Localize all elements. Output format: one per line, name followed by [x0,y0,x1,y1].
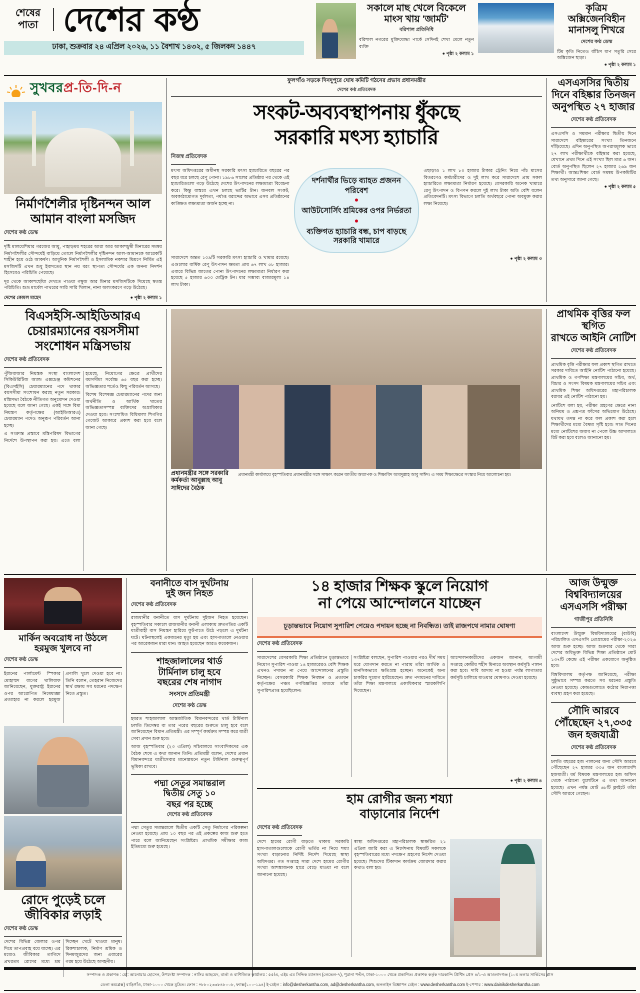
measles-byline: দেশের কণ্ঠ প্রতিবেদক [257,825,303,832]
mosque-photo [4,102,162,194]
saudi-headline-line1[interactable]: সৌদি আরবে [567,705,620,717]
openuniv-headline-line3[interactable]: এসএসসি পরীক্ষা [560,601,627,613]
lead-bullet-box [294,168,418,253]
bsec-body-p2: এ সংক্রান্ত প্রস্তাবে মন্ত্রিপরিষদ বিভাগের নির্দেশে উপস্থাপন করা হয়। এতে বলা হয়েছে, নিয়োগের ক্ষেত্রে প্রার্থীদের বয়সসীমা সর্বোচ্চ ৬৫ বছর করা হচ্ছে। অভিজ্ঞতার শর্তেও কিছু পরিবর্তন আসছে। [4,370,162,443]
sukhbor-banner [4,78,162,102]
sukhbor-title-part2: প্র-তি-দি-ন [63,80,122,95]
measles-body-p2: স্বাস্থ্য অধিদপ্তরের মহাপরিচালক স্বাক্ষরিত ২১ এপ্রিল জারি করা এ নির্দেশনায় বিষয়টি সকলকে বৃহস্পতিবারের মধ্যে পদক্ষেপ গ্রহণের নির্দেশ দেওয়া হয়েছে। শিশুদের টিকাদান কার্যক্রম জোরদার করার কথাও বলা হয়। [354,839,446,871]
lead-bullet-3: ব্যক্তিগত হ্যাচারি বন্ধ, চাপ বাড়ছে সরকারি খামারে [306,226,407,245]
ssc2-body: এসএসসি ও সমমান পরীক্ষার দ্বিতীয় দিনে সারাদেশে বহিষ্কারের সংখ্যা তিনজনে দাঁড়িয়েছে। এদিন অনুপস্থিত অপরাধমূলক ভাবে ২৭ লাখ পরীক্ষার্থীকে বহিষ্কার করা হয়েছে, যেখানে প্রথম দিনে এই সংখ্যা ছিল মাত্র ৬ জন। বোর্ড অনুপস্থিত ছিলেন ২৭ হাজার ২৬৯ জন শিক্ষার্থী। আন্তঃশিক্ষা বোর্ড সমন্বয় উপকমিটির তথ্য অনুসারে জানা গেছে। [551,131,636,182]
marqin-body: ইরানের পার্লামেন্ট স্পিকার মোহাম্মদ বাগের ঘালিবাফ জানিয়েছেন, যুক্তরাষ্ট্র ইরানের ওপর আরোপিত নিষেধাজ্ঞা প্রত্যাহার না করলে হরমুজ প্রণালি খুলে দেওয়া হবে না। তিনি বলেন, তেহরান নিজেদের স্বার্থ রক্ষায় সব ধরনের পদক্ষেপ নিতে প্রস্তুত। [4,671,122,703]
sun-icon [6,84,26,96]
heat-photo [4,726,122,814]
shahjalal-sub: সংসদে প্রতিমন্ত্রী [169,691,210,699]
teaser-photo [316,3,356,59]
teacher-col-1: সারাদেশের বেসরকারি শিক্ষা প্রতিষ্ঠানে চূড়ান্তভাবে নিয়োগ সুপারিশ পাওয়া ১৪ হাজারেরও বেশি শিক্ষক এখনও পদায়ন না পেয়ে আন্দোলনের প্রস্তুতি নিচ্ছেন। বেসরকারি শিক্ষক নিবন্ধন ও প্রত্যয়ন কর্তৃপক্ষের পঞ্চম গণবিজ্ঞপ্তির মাধ্যমে তাঁরা সুপারিশপ্রাপ্ত হয়েছিলেন। [257,655,349,693]
lead-headline-line1[interactable]: সংকট-অব্যবস্থাপনায় ধুঁকছে [253,102,460,125]
brittir-body-p2: নোটিশে বলা হয়, পরীক্ষা গ্রহণের ক্ষেত্রে নানা অনিয়ম ও প্রশ্নপত্র ফাঁসের অভিযোগ উঠেছে। যথাযথ তদন্ত না করে ফল প্রকাশ করা হলে শিক্ষার্থীদের মধ্যে বৈষম্য সৃষ্টি হবে। সাত দিনের মধ্যে নোটিশের জবাব না পেলে উচ্চ আদালতে রিট করা হবে বলেও জানানো হয়। [551,402,636,441]
bsec-headline-line3[interactable]: সংশোধন মন্ত্রিসভায় [35,338,131,353]
teacher-summary-box [257,617,542,638]
brittir-headline-line1[interactable]: প্রাথমিক বৃত্তির ফল স্থগিত [556,308,631,332]
lead-story [166,78,542,302]
measles-photo [450,839,542,957]
heat-body: দেশের বিভিন্ন জেলার ওপর দিয়ে তাপপ্রবাহ বয়ে যাচ্ছে। এর মধ্যেও জীবিকার তাগিদে প্রখরতম রোদের মধ্যে শ্রম দিচ্ছেন খেটে খাওয়া মানুষ। রিকশাচালক, নির্মাণ শ্রমিক ও দিনমজুরদের জন্য এবারের গরম হয়ে উঠেছে অসহনীয়। [4,939,122,964]
masthead-teasers [312,3,636,69]
bsec-headline-line1[interactable]: বিএসইসি-আইডিআরএ [25,308,141,323]
teaser-jump[interactable]: ● পৃষ্ঠা ২ কলাম ১ [604,61,636,67]
sukhbor-body-p1: দৃষ্টি মালয়েশিয়ার গরজের আয়ু, পাহাড়ময় শহরের আরা আর আকাশচুম্বী মিনারের সমন্বয় নির্মাণশৈলীর সৌন্দর্যেই বাড়িয়ে তোলে নির্মাণশৈলীর দৃষ্টিনন্দন আল-আমানকে আরেকটি শাহীন হয়ে ওঠে আকর্ষণ। আধুনিক নির্মাণশৈলী ও ইসলামিক নকশার মিশ্রণে নির্মিত এই মসজিদটি এখন শুধু ইবাদতের স্থান নয় বরং স্থাপত্য সৌন্দর্যের এক অনন্য নিদর্শন হিসেবেও পরিচিতি পেয়েছে। [4,244,162,276]
heat-headline-line2[interactable]: জীবিকার লড়াই [24,908,102,923]
teacher-summary-text: চূড়ান্তভাবে নিয়োগ সুপারিশ পেয়েও পদায়ন হচ্ছে না নিবন্ধিত। তাই রাজপথে নামার ঘোষণা [283,622,516,630]
shahjalal-body [131,716,248,770]
masthead-divider [4,75,636,76]
footer-line-1: সম্পাদক ও প্রকাশক : মো: আনোয়ার হোসেন, উপদেষ্টা সম্পাদক : নাসির আহমেদ, বার্তা ও বাণিজ্যিক কার্যালয় : ৫৫/এ, এইচ এম সিদ্দিক ম্যানসন (লেভেল-৭), পুরানা পল্টন, ঢাকা-১০০০ থেকে প্রকাশিত। প্রকাশক কর্তৃক দারকান্দি প্রিন্টিং প্রেস ৪/১-এ আওলাদগঞ্জ (১০ম তলার সার্ভিসের প্লাস [86,972,554,977]
bullet-dot-icon: ● [354,197,359,205]
teaser-headline[interactable]: সকালে মাছ খেলে বিকেলে মাংস খায় 'জার্মট' [367,3,466,26]
teaser-item[interactable] [478,3,636,69]
sukhbor-byline: দেশের কণ্ঠ ডেস্ক [4,230,38,236]
bridge-headline-line3[interactable]: বছর পর হচ্ছে [166,798,213,809]
teacher-headline-line1[interactable]: ১৪ হাজার শিক্ষক স্কুলে নিয়োগ [310,577,489,595]
page-label-last-page [8,8,54,31]
teaser-photo [478,3,554,53]
lead-columns [171,168,542,253]
lead-kicker: ফুলগাঁও সড়কে দিনদুপুরে ঘোষ কমিটি গঠনের প্রভাব প্রধানমন্ত্রীর [287,78,426,84]
ssc2-headline-text: এসএসসির দ্বিতীয় দিনে বহিষ্কার তিনজন অনুপস্থিত ২৭ হাজার [551,78,636,113]
bullet-dot-icon: ● [354,217,359,225]
lead-headline-line2[interactable]: সরকারি মৎস্য হ্যাচারি [274,126,439,149]
teaser-headline[interactable]: কৃত্রিম অক্সিজেনবিহীন মানাসলু শিখরে [567,3,626,37]
teaser-text: টিম কৃতি নিতেও বাঁচিস ধাপ সতুরি সেরে অক্সিজেন ছাড়া। [557,48,636,60]
bsec-byline: দেশের কণ্ঠ প্রতিবেদক [4,356,50,363]
saudi-headline-line2[interactable]: পৌঁছেছেন ২৭,৩৩৫ [554,717,633,729]
heat-byline: দেশের কণ্ঠ ডেস্ক [4,926,38,933]
openuniv-saudi-column [546,578,636,978]
marqin-headline-line1[interactable]: মার্কিন অবরোধ না উঠলে [18,632,108,643]
left-column-top [4,78,162,302]
banani-byline: দেশের কণ্ঠ প্রতিবেদক [131,602,177,609]
shahjalal-body-p2: আজ বৃহস্পতিবার (২৩ এপ্রিল) সচিবালয়ে সাংবাদিকদের এক বৈঠক শেষে এ কথা জানান তিনি। প্রতিমন্ত্রী বলেন, দেশের প্রধান বিমানবন্দরে যাত্রীসেবার মানোন্নয়নে নতুন টার্মিনাল গুরুত্বপূর্ণ ভূমিকা রাখবে। [131,744,248,769]
teaser-jump[interactable]: ● পৃষ্ঠা ২ কলাম ১ [442,50,474,56]
marqin-byline: দেশের কণ্ঠ ডেস্ক [4,657,38,664]
lower-section [4,578,636,978]
measles-body [257,839,446,957]
sukhbor-body [4,244,162,292]
dateline: ঢাকা, শুক্রবার ২৪ এপ্রিল ২০২৬, ১১ বৈশাখ ১৪৩২, ৫ জিলকদ ১৪৪৭ [4,41,304,55]
lead-bullet-1: দর্শনার্থীর ভিড়ে ব্যাহত প্রজনন পরিবেশ [312,176,401,195]
brittir-body [551,362,636,442]
lead-col-3: এছাড়াও ১ লাখ ৮০ হাজার টাকার ট্রেনিং নিয়ে পাঁচ মাসের বিতরণেও কর্মচারীদের ও দুই লাখ করে সারাদেশে প্রায় সকল হ্যাচারিতে লক্ষ্যমাত্রা নির্ধারণ হয়েছে। বেসরকারি অনেক খামারে রেণু উৎপাদন ও বিপণন করলে দুই লাখ টাকা অতি বেশি বলেন প্রতিবেদনটি। মৎস্য বিভাগে চলতি অর্থবছরে পোনা অবমুক্ত করার লক্ষ্য নিয়েছে। [423,168,542,206]
page-label-line1: শেষের [15,8,41,19]
saudi-headline-line3[interactable]: জন হজযাত্রী [568,729,619,741]
shahjalal-headline-line3[interactable]: বছরের শেষ নাগাদ [157,677,222,688]
banani-body: রাজধানীর বনানীতে বাস দুর্ঘটনায় দুইজন নিহত হয়েছেন। বৃহস্পতিবার সকালে রাজধানীর বনানী এলাকায় দ্রুতগতির একটি যাত্রীবাহী বাস নিয়ন্ত্রণ হারিয়ে ফুটপাতে উঠে পড়লে এ দুর্ঘটনা ঘটে। ঘটনাস্থলেই একজনের মৃত্যু হয় এবং হাসপাতালে নেওয়ার পর আরেকজন মারা যান। আহত হয়েছেন আরও কয়েকজন। [131,615,248,647]
openuniv-body-p1: বাংলাদেশ উন্মুক্ত বিশ্ববিদ্যালয়ের (বাউবি) পরিচালিত এসএসসি প্রোগ্রামের পরীক্ষা-২০২৬ আজ শুরু হচ্ছে। আজ শুক্রবার থেকে সারা দেশের অধিভুক্ত বিভিন্ন শিক্ষা প্রতিষ্ঠানে মোট ১৩৭টি কেন্দ্রে এই পরীক্ষা একযোগে অনুষ্ঠিত হবে। [551,630,636,669]
bsec-body [4,371,162,571]
banani-headline-line1[interactable]: বনানীতে বাস দুর্ঘটনায় [150,577,229,588]
lead-bullet-2: আউটসোর্সিং শ্রমিকের ওপর নির্ভরতা [301,206,412,216]
banani-photo [4,578,122,630]
bridge-headline-line1[interactable]: পদ্মা সেতুর সমান্তরাল [153,778,226,789]
openuniv-body-p2: বিশ্ববিদ্যালয় কর্তৃপক্ষ জানিয়েছে, পরীক্ষা সুষ্ঠুভাবে সম্পন্ন করতে সব ধরনের প্রস্তুতি নেওয়া হয়েছে। কেন্দ্রগুলোতে কঠোর নিরাপত্তা ব্যবস্থা গ্রহণ করা হয়েছে। [551,671,636,697]
lead-kicker-credit: দেশের কণ্ঠ প্রতিবেদক [337,87,376,93]
street-photo [4,816,122,890]
saudi-byline: দেশের কণ্ঠ প্রতিবেদক [570,744,617,751]
ssc2-byline: দেশের কণ্ঠ প্রতিবেদক [570,117,617,123]
shahjalal-byline: দেশের কণ্ঠ ডেস্ক [172,703,207,710]
lead-bullet-block [294,168,418,253]
marqin-headline-line2[interactable]: হরমুজ খুলবে না [34,643,92,654]
bridge-body: পদ্মা সেতুর সমান্তরালে দ্বিতীয় একটি সেতু নির্মাণের পরিকল্পনা নেওয়া হয়েছে। প্রায় ১০ বছর পর এই প্রকল্পের কাজ শুরু হতে পারে বলে জানিয়েছেন সংশ্লিষ্টরা। প্রাথমিক সমীক্ষার কাজ ইতিমধ্যে শুরু হয়েছে। [131,824,248,850]
page-label-line2: পাতা [17,19,39,31]
bsec-article [4,309,162,571]
pm-meeting-caption: প্রধানমন্ত্রী কার্যালয়ে বৃহস্পতিবার প্রধানমন্ত্রীর সঙ্গে সাক্ষাৎ করেন জাতীয় অধ্যাপক ও শিক্ষাবিদ আবদুল্লাহ আবু সাঈদ। এ সময় শিক্ষাক্ষেত্রে সংস্কার নিয়ে আলোচনা হয়। [238,471,512,477]
teacher-body [257,655,542,777]
top-section [4,78,636,302]
sukhbor-title [30,79,122,100]
sukhbor-title-part1: সুখবর [30,80,64,95]
lead-byline: নিজস্ব প্রতিবেদক [171,154,207,161]
teaser-byline: দেশের কণ্ঠ ডেস্ক [580,38,613,45]
sukhbor-body-p2: দূর থেকে আকাশছোঁয়া দেখতে পাওয়া গম্বুজ আর মিনার মসজিদটিকে দিয়েছে স্বতন্ত্র পরিচিতি। শুভ্র মার্বেল পাথরের সারি সারি খিলান, নানা অলংকরণে গড়ে উঠেছে। [4,278,162,291]
newspaper-logo: দেশের কণ্ঠ [63,0,200,39]
teaser-byline: বরিশাল প্রতিনিধি [399,27,434,34]
bridge-byline: দেশের কণ্ঠ প্রতিবেদক [166,811,213,818]
section-divider-2 [4,574,636,575]
teaser-text: বরিশাল নগরের মুক্তিযোদ্ধা পার্কে সেদিনই শেখা মেলে নতুন ব্যক্তি [359,37,474,49]
pm-meeting-photo [171,309,542,469]
lead-col-1: মৎস্য অধিদপ্তরের অধীনস্থ সরকারি মৎস্য হ্যাচারিতে বছরের পর বছর ধরে চলছে রেণু পোনা। ১৯৮৬ সালের প্রতিষ্ঠার পর থেকে এই হ্যাচারিগুলো গড়ে উঠেছে দেশের উৎপাদনের লক্ষ্যমাত্রা বিবেচনা করে। কিন্তু বাস্তবে এখন চলছে ভাটির টান। জনবল সংকট, অবকাঠামোগত দুর্বলতা, পর্যাপ্ত বরাদ্দের অভাবে এসব প্রতিষ্ঠানের কাঙ্ক্ষিত লক্ষ্যমাত্রা অর্জন হচ্ছে না। [171,168,290,206]
openuniv-headline-line2[interactable]: বিশ্ববিদ্যালয়ের [565,589,622,601]
brittir-body-p1: প্রাথমিক বৃত্তি পরীক্ষার ফল প্রকাশ স্থগিত রাখতে সরকার দাবিতে আইনি নোটিশ পাঠানো হয়েছে। প্রাথমিক ও গণশিক্ষা মন্ত্রণালয়ের সচিব, অর্থ, বিচার ও সংসদ বিষয়ক মন্ত্রণালয়ের সচিব এবং প্রাথমিক শিক্ষা অধিদপ্তরের মহাপরিচালক বরাবর এই নোটিশ পাঠানো হয়। [551,361,636,400]
bsec-body-p1: পুঁজিবাজার নিয়ন্ত্রক সংস্থা বাংলাদেশ সিকিউরিটিজ অ্যান্ড এক্সচেঞ্জ কমিশনের (বিএসইসি) চেয়ারম্যানের পদে থাকার বয়সসীমা সংশোধন করছে নতুন সরকার। মন্ত্রিসভা বৈঠকে নীতিগত অনুমোদন দেওয়া হয়েছে বলে জানা গেছে। একই সঙ্গে বিমা নিয়ন্ত্রণ কর্তৃপক্ষের (আইডিআরএ) চেয়ারম্যান পদেও অনুরূপ পরিবর্তন আনা হচ্ছে। [4,370,81,428]
measles-headline-line2[interactable]: বাড়ানোর নির্দেশ [359,807,440,822]
sukhbor-jump[interactable]: ● পৃষ্ঠা ২ কলাম ১ [130,294,162,300]
banani-marqin-column [4,578,122,978]
ssc2-jump[interactable]: ● পৃষ্ঠা ২ কলাম ৫ [604,184,636,190]
measles-headline-line1[interactable]: হাম রোগীর জন্য শয্যা [346,792,453,807]
brittir-headline-line2[interactable]: রাখতে আইনি নোটিশ [551,332,636,344]
banani-shahjalal-column [126,578,248,978]
heat-headline-line1[interactable]: রোদে পুড়েই চলে [20,893,106,908]
shahjalal-headline-line2[interactable]: টার্মিনাল চালু হবে [158,666,221,677]
section-divider-1 [4,305,636,306]
openuniv-byline: গাজীপুর প্রতিনিধি [574,616,613,623]
bridge-headline-line2[interactable]: দ্বিতীয় সেতু ১০ [163,788,216,799]
teacher-headline-line2[interactable]: না পেয়ে আন্দোলনে যাচ্ছেন [318,595,481,613]
teacher-byline: দেশের কণ্ঠ প্রতিবেদক [257,641,303,648]
lead-jump[interactable]: ● পৃষ্ঠা ২ কলাম ৩ [510,256,542,262]
measles-body-p1: দেশে হামের রোগী বাড়তে থাকায় সরকারি হাসপাতালগুলোকে রোগী ভর্তির না নিয়ে শয্যা সংখ্যা বাড়ানোর নির্দিষ্ট নির্দেশ দিয়েছে স্বাস্থ্য অধিদপ্তর। গত সপ্তাহে সারা দেশে হামের রোগীর সংখ্যা আশঙ্কাজনক হারে বেড়ে যাওয়া না বলে জানানো হয়েছে। [257,839,349,877]
sukhbor-headline[interactable]: নির্মাণশৈলীর দৃষ্টিনন্দন আল আমান বাংলা মসজিদ [15,197,151,226]
shahjalal-body-p1: হযরত শাহজালাল আন্তর্জাতিক বিমানবন্দরের থার্ড টার্মিনাল চলতি ডিসেম্বর বা তার পরের বছরের শুরুতে চালু হবে বলে জানিয়েছেন বিমান প্রতিমন্ত্রী। এর সম্পূর্ণ কার্যক্রম সম্পন্ন করে যাত্রী সেবা প্রদান শুরু হবে। [131,716,248,741]
lead-col-2b [294,255,418,288]
pm-meeting-block [166,309,542,571]
bsec-headline-line2[interactable]: চেয়ারম্যানের বয়সসীমা [27,323,139,338]
footer-line-2: ডেলা কমপ্লেক্স) বাড়িগাঁও, ঢাকা-১০০০ থেকে মুদ্রিত। ফোন : +৮৮০২৩৩৮৪৮০০৮, ফ্যাক্স(১০০-১৯৪) ই-মেইল : info@desherkantha.com, ad@desherkantha.com, অনলাইন বিজ্ঞাপন মেইল : www.desherkantha.com ই-পেপার : www.dainikdesherkantha.com [100,981,540,987]
brittir-byline: দেশের কণ্ঠ প্রতিবেদক [570,347,617,354]
teacher-jump[interactable]: ● পৃষ্ঠা ২ কলাম ৪ [510,778,542,784]
banani-headline-line2[interactable]: দুই জন নিহত [165,588,214,599]
teacher-measles-column [252,578,542,978]
right-column-top [546,78,636,302]
middle-section [4,309,636,571]
teaser-item[interactable] [316,3,474,69]
teacher-col-2: সংশ্লিষ্টরা বলছেন, সুপারিশ পাওয়ার পরও দীর্ঘ সময় ধরে যোগদান করতে না পারায় তাঁরা আর্থিক ও মানসিকভাবে ক্ষতিগ্রস্ত হচ্ছেন। অনেকেই অন্য চাকরির সুযোগ হারিয়েছেন। দ্রুত পদায়নের দাবিতে তাঁরা শিক্ষা মন্ত্রণালয়ে একাধিকবার স্মারকলিপি দিয়েছেন। [353,655,446,693]
bsec-body-p3: বিশেষ বিশেষজ্ঞ চেয়ারম্যানের পদের জন্য অর্থনীতি ও আর্থিক খাতের অভিজ্ঞতাসম্পন্ন ব্যক্তিদের অগ্রাধিকার দেওয়া হবে। সংশোধিত বিধিমালা শিগগির গেজেট আকারে প্রকাশ করা হবে বলে জানা গেছে। [85,392,162,430]
masthead-brand-block [4,0,312,55]
lead-col-2: সারাদেশে অন্তত ১০৯টি সরকারি মৎস্য হ্যাচারি ও খামার রয়েছে। এগুলোর বার্ষিক রেণু উৎপাদন ক্ষমতা প্রায় ৬৭ লাখ ৫৮ হাজার। এবারে বিভিন্ন জাতের পোনা উৎপাদনের লক্ষ্যমাত্রা নির্ধারণ করা হয়েছে ৫ হাজার ৬০০ মেট্রিক টন। যার সম্ভাব্য বাজারমূল্য ১৪ লাখ টাকা। [171,255,290,287]
shahjalal-headline-line1[interactable]: শাহজালালের থার্ড [156,655,223,666]
openuniv-body [551,631,636,698]
masthead [4,0,636,75]
sukhbor-credit: দেশের কোমল মাহেদ [4,294,41,300]
saudi-body: চলতি বছরের হজ পালনের জন্য সৌদি আরবে পৌঁছেছেন ২৭ হাজার ৩৩৫ জন বাংলাদেশি হজযাত্রী। ধর্ম বিষয়ক মন্ত্রণালয়ের হজ অফিস থেকে পাঠানো বুলেটিনে এ তথ্য জানানো হয়েছে। এখন পর্যন্ত মোট ৬৮টি ফ্লাইটে তাঁরা সৌদি আরবে গেছেন। [551,758,636,797]
openuniv-headline-line1[interactable]: আজ উন্মুক্ত [569,577,618,589]
footer-imprint [4,967,636,991]
brittir-article [546,309,636,571]
pm-meeting-caption-headline: প্রধানমন্ত্রীর সঙ্গে সরকারি কর্মকর্তা আবুল্লাহ আবু সাঈদের বৈঠক [171,470,229,492]
ssc2-headline[interactable] [551,78,636,114]
teacher-col-3: আন্দোলনকারীদের একজন জানান, আগামী সপ্তাহে কেন্দ্রীয় শহীদ মিনারে অবস্থান কর্মসূচি পালন করা হবে। দাবি আদায় না হওয়া পর্যন্ত লাগাতার কর্মসূচি চালিয়ে যাওয়ার ঘোষণাও দেওয়া হয়েছে। [450,655,542,680]
